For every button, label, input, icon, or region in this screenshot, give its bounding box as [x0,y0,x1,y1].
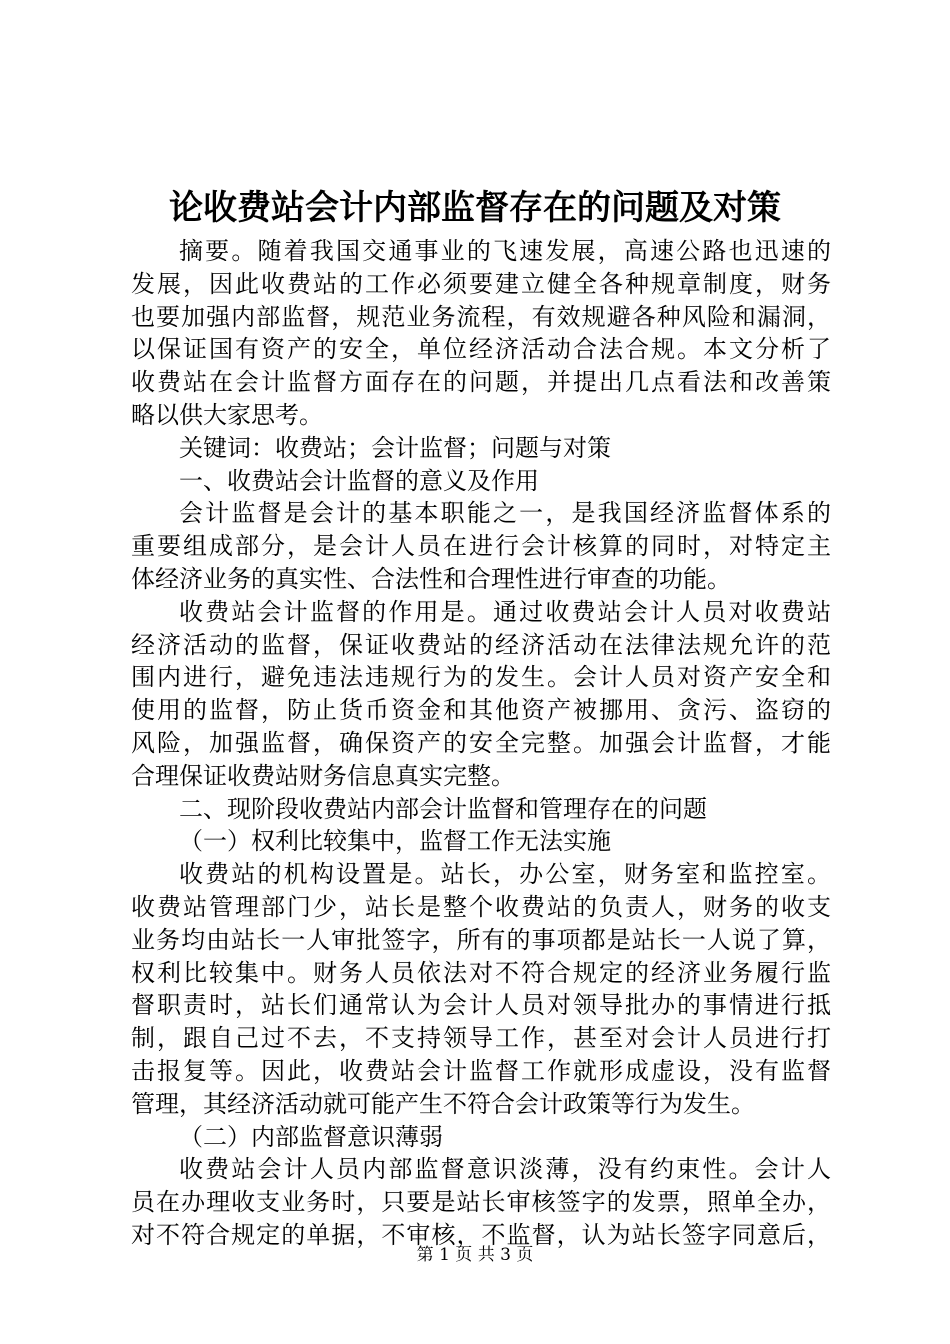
text-line: 关键词：收费站；会计监督；问题与对策 [179,433,611,462]
text-line: 风险，加强监督，确保资产的安全完整。加强会计监督，才能 [131,728,831,757]
text-line: 会计监督是会计的基本职能之一，是我国经济监督体系的 [179,499,831,528]
text-line: 合理保证收费站财务信息真实完整。 [131,761,515,790]
document-title: 论收费站会计内部监督存在的问题及对策 [169,188,781,228]
document-body [131,235,831,1252]
page-footer: 第 1 页 共 3 页 [416,1245,534,1265]
text-line: 业务均由站长一人审批签字，所有的事项都是站长一人说了算， [131,925,831,954]
text-line: 收费站管理部门少，站长是整个收费站的负责人，财务的收支 [131,892,831,921]
text-line: 二、现阶段收费站内部会计监督和管理存在的问题 [179,794,707,823]
text-line: 也要加强内部监督，规范业务流程，有效规避各种风险和漏洞， [131,302,831,331]
text-line: 重要组成部分，是会计人员在进行会计核算的同时，对特定主 [131,532,831,561]
text-line: 一、收费站会计监督的意义及作用 [179,466,539,495]
text-line: 收费站在会计监督方面存在的问题，并提出几点看法和改善策 [131,368,831,397]
text-line: 摘要。随着我国交通事业的飞速发展，高速公路也迅速的 [179,237,831,265]
text-line: 督职责时，站长们通常认为会计人员对领导批办的事情进行抵 [131,991,831,1020]
text-line: 使用的监督，防止货币资金和其他资产被挪用、贪污、盗窃的 [131,696,831,725]
text-line: 权利比较集中。财务人员依法对不符合规定的经济业务履行监 [131,958,831,987]
text-line: 管理，其经济活动就可能产生不符合会计政策等行为发生。 [131,1089,755,1118]
text-line: 发展，因此收费站的工作必须要建立健全各种规章制度，财务 [131,269,831,298]
text-line: （一）权利比较集中，监督工作无法实施 [179,827,611,856]
text-line: 对不符合规定的单据，不审核，不监督，认为站长签字同意后， [131,1220,831,1249]
text-line: 体经济业务的真实性、合法性和合理性进行审查的功能。 [131,564,731,593]
text-line: 经济活动的监督，保证收费站的经济活动在法律法规允许的范 [131,630,831,659]
text-line: 收费站的机构设置是。站长，办公室，财务室和监控室。 [179,860,831,889]
text-line: 围内进行，避免违法违规行为的发生。会计人员对资产安全和 [131,663,831,692]
text-line: 收费站会计监督的作用是。通过收费站会计人员对收费站 [179,597,831,626]
text-line: （二）内部监督意识薄弱 [179,1122,443,1151]
text-line: 员在办理收支业务时，只要是站长审核签字的发票，照单全办， [131,1188,831,1217]
text-line: 略以供大家思考。 [131,400,323,429]
text-line: 收费站会计人员内部监督意识淡薄，没有约束性。会计人 [179,1155,831,1184]
text-line: 制，跟自己过不去，不支持领导工作，甚至对会计人员进行打 [131,1024,831,1053]
text-line: 以保证国有资产的安全，单位经济活动合法合规。本文分析了 [131,335,831,364]
text-line: 击报复等。因此，收费站会计监督工作就形成虚设，没有监督 [131,1056,831,1085]
